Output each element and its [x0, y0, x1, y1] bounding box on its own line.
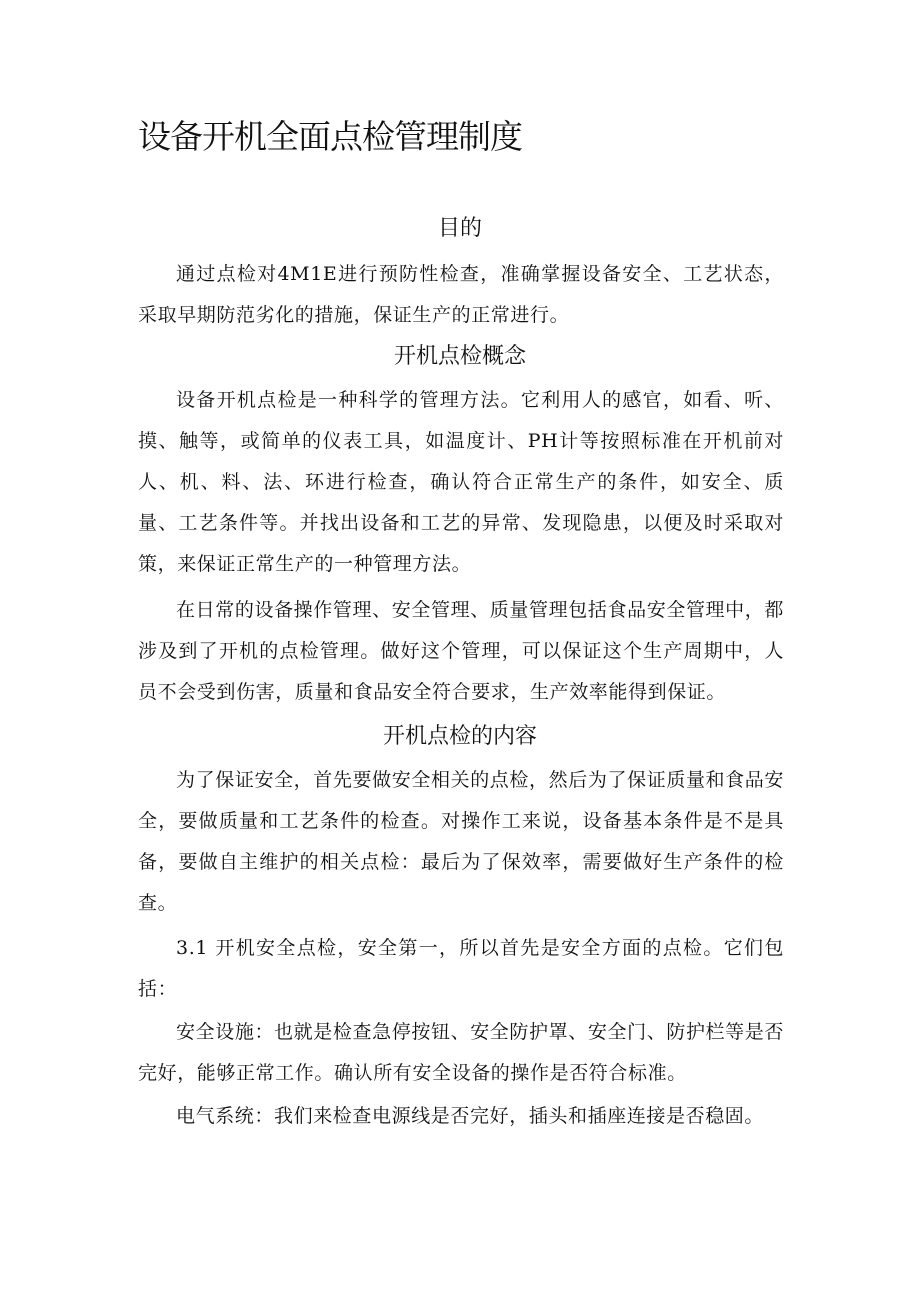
- paragraph-purpose: 通过点检对4M1E进行预防性检查，准确掌握设备安全、工艺状态，采取早期防范劣化的措施，保证生产的正常进行。: [138, 263, 784, 326]
- document-title: 设备开机全面点检管理制度: [138, 117, 522, 156]
- paragraph-content-overview: 为了保证安全，首先要做安全相关的点检，然后为了保证质量和食品安全，要做质量和工艺条件的检查。对操作工来说，设备基本条件是不是具备，要做自主维护的相关点检：最后为了保效率，需要做好生产条件的检查。: [138, 769, 784, 914]
- section-heading-content: 开机点检的内容: [382, 724, 537, 749]
- paragraph-concept-scope: 在日常的设备操作管理、安全管理、质量管理包括食品安全管理中，都涉及到了开机的点检管理。做好这个管理，可以保证这个生产周期中，人员不会受到伤害，质量和食品安全符合要求，生产效率能得到保证。: [138, 599, 784, 703]
- section-heading-concept: 开机点检概念: [393, 344, 526, 369]
- paragraph-safety-check: 3.1 开机安全点检，安全第一，所以首先是安全方面的点检。它们包括：: [138, 937, 784, 1000]
- paragraph-concept-definition: 设备开机点检是一种科学的管理方法。它利用人的感官，如看、听、摸、触等，或简单的仪表工具，如温度计、PH计等按照标准在开机前对人、机、料、法、环进行检查，确认符合正常生产的条件，如安全、质量、工艺条件等。并找出设备和工艺的异常、发现隐患，以便及时采取对策，来保证正常生产的一种管理方法。: [138, 389, 784, 575]
- paragraph-electrical-system: 电气系统：我们来检查电源线是否完好，插头和插座连接是否稳固。: [176, 1105, 765, 1127]
- paragraph-safety-facilities: 安全设施：也就是检查急停按钮、安全防护罩、安全门、防护栏等是否完好，能够正常工作。确认所有安全设备的操作是否符合标准。: [138, 1021, 784, 1084]
- section-heading-purpose: 目的: [437, 216, 482, 241]
